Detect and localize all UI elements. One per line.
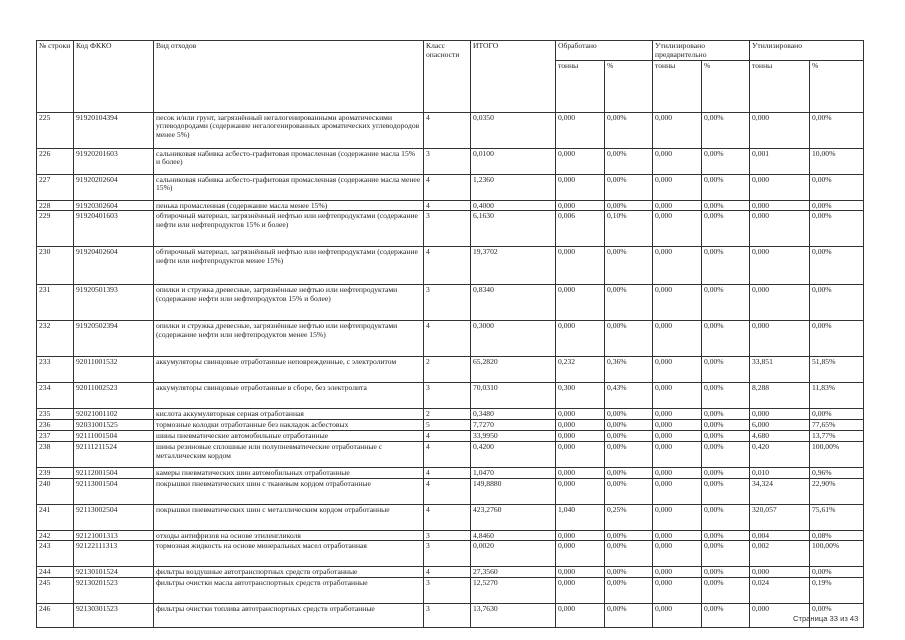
cell-processed-pct: 0,00% [605, 112, 653, 148]
table-row [37, 604, 864, 628]
cell-util-pre-tons: 0,000 [653, 430, 702, 441]
cell-processed-pct: 0,00% [605, 174, 653, 200]
cell-processed-pct: 0,00% [605, 420, 653, 431]
cell-waste-type: песок и/или грунт, загрязнённый негалогенированными ароматическими углеводородами (содержание негалогенированных ароматических углеводородов менее 5%) [154, 112, 424, 148]
cell-total: 0,4000 [471, 200, 556, 211]
cell-util-pre-tons: 0,000 [653, 357, 702, 383]
cell-util-pre-tons: 0,000 [653, 604, 702, 628]
cell-processed-tons: 0,000 [556, 578, 605, 604]
cell-row-number: 228 [37, 200, 74, 211]
cell-hazard-class: 3 [424, 211, 471, 247]
cell-processed-tons: 0,000 [556, 285, 605, 321]
cell-util-pct: 75,61% [810, 504, 864, 530]
table-row [37, 357, 864, 383]
cell-waste-type: фильтры очистки масла автотранспортных средств отработанные [154, 578, 424, 604]
cell-hazard-class: 3 [424, 541, 471, 567]
cell-util-pct: 0,00% [810, 604, 864, 628]
cell-processed-pct: 0,00% [605, 441, 653, 467]
cell-util-tons: 0,024 [750, 578, 810, 604]
cell-util-pct: 0,00% [810, 247, 864, 285]
cell-waste-type: покрышки пневматических шин с металлическим кордом отработанные [154, 504, 424, 530]
cell-row-number: 235 [37, 409, 74, 420]
cell-hazard-class: 4 [424, 174, 471, 200]
cell-row-number: 231 [37, 285, 74, 321]
cell-waste-type: сальниковая набивка асбесто-графитовая промасленная (содержание масла менее 15%) [154, 174, 424, 200]
page-number: Страница 33 из 43 [793, 614, 859, 623]
cell-total: 65,2820 [471, 357, 556, 383]
cell-util-tons: 8,288 [750, 383, 810, 409]
cell-fkko-code: 91920202604 [74, 174, 154, 200]
cell-hazard-class: 2 [424, 357, 471, 383]
cell-total: 0,4200 [471, 441, 556, 467]
cell-row-number: 234 [37, 383, 74, 409]
cell-util-pct: 0,00% [810, 321, 864, 357]
cell-processed-pct: 0,00% [605, 409, 653, 420]
table-row [37, 530, 864, 541]
cell-util-pre-tons: 0,000 [653, 567, 702, 578]
cell-util-pct: 0,00% [810, 200, 864, 211]
cell-processed-pct: 0,43% [605, 383, 653, 409]
cell-row-number: 238 [37, 441, 74, 467]
cell-util-pre-tons: 0,000 [653, 200, 702, 211]
cell-fkko-code: 92113001504 [74, 478, 154, 504]
header-processed-pct: % [605, 60, 653, 112]
cell-util-pct: 77,65% [810, 420, 864, 431]
cell-total: 149,8880 [471, 478, 556, 504]
cell-fkko-code: 92011002523 [74, 383, 154, 409]
cell-util-tons: 6,000 [750, 420, 810, 431]
table-row [37, 200, 864, 211]
cell-processed-tons: 0,000 [556, 567, 605, 578]
cell-fkko-code: 91920502394 [74, 321, 154, 357]
cell-hazard-class: 4 [424, 112, 471, 148]
cell-util-tons: 0,002 [750, 541, 810, 567]
cell-util-pre-tons: 0,000 [653, 321, 702, 357]
cell-waste-type: камеры пневматических шин автомобильных отработанные [154, 467, 424, 478]
cell-util-pre-pct: 0,00% [702, 383, 750, 409]
cell-util-pre-tons: 0,000 [653, 211, 702, 247]
cell-waste-type: шины резиновые сплошные или полупневматические отработанные с металлическим кордом [154, 441, 424, 467]
cell-fkko-code: 92113002504 [74, 504, 154, 530]
cell-util-pre-tons: 0,000 [653, 441, 702, 467]
table-body [37, 112, 864, 628]
cell-row-number: 245 [37, 578, 74, 604]
cell-fkko-code: 92111001504 [74, 430, 154, 441]
cell-total: 27,3560 [471, 567, 556, 578]
cell-hazard-class: 3 [424, 383, 471, 409]
cell-total: 0,3000 [471, 321, 556, 357]
cell-util-pre-pct: 0,00% [702, 247, 750, 285]
cell-row-number: 233 [37, 357, 74, 383]
cell-hazard-class: 4 [424, 567, 471, 578]
cell-fkko-code: 92011001532 [74, 357, 154, 383]
cell-processed-pct: 0,25% [605, 504, 653, 530]
cell-hazard-class: 4 [424, 441, 471, 467]
cell-hazard-class: 4 [424, 321, 471, 357]
cell-util-pre-pct: 0,00% [702, 441, 750, 467]
cell-fkko-code: 91920501393 [74, 285, 154, 321]
cell-waste-type: фильтры воздушные автотранспортных средств отработанные [154, 567, 424, 578]
cell-processed-tons: 0,000 [556, 441, 605, 467]
cell-processed-pct: 0,00% [605, 567, 653, 578]
cell-waste-type: тормозная жидкость на основе минеральных масел отработанная [154, 541, 424, 567]
cell-util-pre-pct: 0,00% [702, 357, 750, 383]
cell-row-number: 227 [37, 174, 74, 200]
cell-util-pre-tons: 0,000 [653, 247, 702, 285]
cell-hazard-class: 3 [424, 604, 471, 628]
cell-util-pre-pct: 0,00% [702, 200, 750, 211]
header-util-pre-pct: % [702, 60, 750, 112]
cell-fkko-code: 92130201523 [74, 578, 154, 604]
cell-util-pre-pct: 0,00% [702, 467, 750, 478]
cell-fkko-code: 92111211524 [74, 441, 154, 467]
header-utilized-preliminary: Утилизировано предварительно [653, 41, 750, 61]
table-row [37, 441, 864, 467]
cell-util-tons: 320,057 [750, 504, 810, 530]
cell-processed-pct: 0,00% [605, 604, 653, 628]
cell-util-pre-pct: 0,00% [702, 148, 750, 174]
cell-util-pre-tons: 0,000 [653, 148, 702, 174]
cell-processed-pct: 0,00% [605, 321, 653, 357]
cell-processed-tons: 0,000 [556, 467, 605, 478]
cell-processed-pct: 0,00% [605, 478, 653, 504]
header-waste-type: Вид отходов [154, 41, 424, 113]
header-total: ИТОГО [471, 41, 556, 113]
cell-waste-type: обтирочный материал, загрязнённый нефтью или нефтепродуктами (содержание нефти или нефтепродуктов менее 15%) [154, 247, 424, 285]
cell-util-pre-pct: 0,00% [702, 578, 750, 604]
cell-total: 0,3480 [471, 409, 556, 420]
cell-util-pre-pct: 0,00% [702, 478, 750, 504]
cell-util-tons: 33,851 [750, 357, 810, 383]
cell-hazard-class: 4 [424, 467, 471, 478]
cell-hazard-class: 2 [424, 409, 471, 420]
cell-util-pct: 0,00% [810, 285, 864, 321]
cell-fkko-code: 92130301523 [74, 604, 154, 628]
cell-total: 19,3702 [471, 247, 556, 285]
cell-processed-tons: 0,000 [556, 200, 605, 211]
cell-util-pre-tons: 0,000 [653, 112, 702, 148]
cell-util-pre-tons: 0,000 [653, 530, 702, 541]
cell-util-pre-pct: 0,00% [702, 211, 750, 247]
cell-util-pct: 0,00% [810, 211, 864, 247]
cell-processed-pct: 0,36% [605, 357, 653, 383]
cell-waste-type: отходы антифризов на основе этиленгликоля [154, 530, 424, 541]
cell-util-pre-pct: 0,00% [702, 285, 750, 321]
cell-hazard-class: 3 [424, 530, 471, 541]
cell-row-number: 243 [37, 541, 74, 567]
cell-processed-tons: 0,000 [556, 420, 605, 431]
table-row [37, 112, 864, 148]
cell-row-number: 229 [37, 211, 74, 247]
cell-row-number: 226 [37, 148, 74, 174]
cell-util-tons: 0,000 [750, 211, 810, 247]
cell-util-pre-tons: 0,000 [653, 420, 702, 431]
cell-fkko-code: 92112001504 [74, 467, 154, 478]
cell-row-number: 237 [37, 430, 74, 441]
cell-processed-tons: 0,000 [556, 604, 605, 628]
cell-processed-tons: 0,000 [556, 409, 605, 420]
cell-util-pre-tons: 0,000 [653, 578, 702, 604]
cell-util-tons: 0,420 [750, 441, 810, 467]
cell-total: 0,0350 [471, 112, 556, 148]
cell-util-pre-tons: 0,000 [653, 409, 702, 420]
cell-fkko-code: 91920302604 [74, 200, 154, 211]
table-row [37, 148, 864, 174]
cell-util-tons: 0,000 [750, 247, 810, 285]
cell-total: 0,8340 [471, 285, 556, 321]
cell-processed-pct: 0,00% [605, 530, 653, 541]
cell-util-pct: 100,00% [810, 441, 864, 467]
cell-util-pre-pct: 0,00% [702, 541, 750, 567]
cell-processed-tons: 0,000 [556, 148, 605, 174]
table-row [37, 285, 864, 321]
table-row [37, 578, 864, 604]
cell-util-pct: 13,77% [810, 430, 864, 441]
cell-util-pre-tons: 0,000 [653, 478, 702, 504]
table-row [37, 383, 864, 409]
table-row [37, 420, 864, 431]
cell-util-pct: 11,83% [810, 383, 864, 409]
cell-util-pct: 0,00% [810, 409, 864, 420]
cell-processed-pct: 0,10% [605, 211, 653, 247]
header-util-tons: тонны [750, 60, 810, 112]
cell-fkko-code: 91920104394 [74, 112, 154, 148]
cell-processed-pct: 0,00% [605, 578, 653, 604]
cell-util-tons: 0,000 [750, 285, 810, 321]
cell-util-tons: 0,000 [750, 604, 810, 628]
table-row [37, 467, 864, 478]
cell-util-pct: 100,00% [810, 541, 864, 567]
cell-util-tons: 4,680 [750, 430, 810, 441]
cell-hazard-class: 4 [424, 200, 471, 211]
cell-row-number: 242 [37, 530, 74, 541]
cell-util-pre-tons: 0,000 [653, 541, 702, 567]
cell-util-pre-pct: 0,00% [702, 430, 750, 441]
cell-util-pct: 22,90% [810, 478, 864, 504]
cell-hazard-class: 4 [424, 504, 471, 530]
cell-waste-type: покрышки пневматических шин с тканевым кордом отработанные [154, 478, 424, 504]
cell-total: 13,7630 [471, 604, 556, 628]
cell-total: 6,1630 [471, 211, 556, 247]
cell-row-number: 225 [37, 112, 74, 148]
cell-total: 423,2760 [471, 504, 556, 530]
cell-waste-type: обтирочный материал, загрязнённый нефтью или нефтепродуктами (содержание нефти или нефтепродуктов 15% и более) [154, 211, 424, 247]
cell-processed-pct: 0,00% [605, 148, 653, 174]
table-row [37, 247, 864, 285]
cell-util-tons: 0,000 [750, 409, 810, 420]
cell-hazard-class: 3 [424, 578, 471, 604]
cell-util-pre-pct: 0,00% [702, 112, 750, 148]
cell-fkko-code: 91920402604 [74, 247, 154, 285]
cell-processed-pct: 0,00% [605, 247, 653, 285]
cell-processed-pct: 0,00% [605, 541, 653, 567]
cell-row-number: 246 [37, 604, 74, 628]
cell-processed-tons: 0,232 [556, 357, 605, 383]
cell-total: 0,0100 [471, 148, 556, 174]
header-util-pct: % [810, 60, 864, 112]
cell-util-pre-pct: 0,00% [702, 567, 750, 578]
header-util-pre-tons: тонны [653, 60, 702, 112]
cell-waste-type: фильтры очистки топлива автотранспортных средств отработанные [154, 604, 424, 628]
cell-total: 70,0310 [471, 383, 556, 409]
table-row [37, 567, 864, 578]
cell-processed-pct: 0,00% [605, 285, 653, 321]
cell-util-pre-pct: 0,00% [702, 409, 750, 420]
cell-row-number: 239 [37, 467, 74, 478]
cell-util-pct: 0,19% [810, 578, 864, 604]
cell-hazard-class: 3 [424, 285, 471, 321]
table-row [37, 321, 864, 357]
cell-fkko-code: 91920401603 [74, 211, 154, 247]
cell-util-tons: 0,000 [750, 112, 810, 148]
cell-fkko-code: 92021001102 [74, 409, 154, 420]
cell-processed-pct: 0,00% [605, 200, 653, 211]
cell-waste-type: опилки и стружка древесные, загрязнённые нефтью или нефтепродуктами (содержание нефти или нефтепродуктов 15% и более) [154, 285, 424, 321]
cell-util-pct: 0,00% [810, 567, 864, 578]
cell-util-tons: 34,324 [750, 478, 810, 504]
cell-processed-tons: 0,000 [556, 112, 605, 148]
cell-row-number: 240 [37, 478, 74, 504]
cell-hazard-class: 4 [424, 430, 471, 441]
cell-total: 0,0020 [471, 541, 556, 567]
cell-util-pct: 51,85% [810, 357, 864, 383]
cell-row-number: 236 [37, 420, 74, 431]
header-row-number: № строки [37, 41, 74, 113]
cell-waste-type: пенька промасленная (содержание масла менее 15%) [154, 200, 424, 211]
cell-util-pct: 0,00% [810, 174, 864, 200]
cell-processed-tons: 0,000 [556, 530, 605, 541]
cell-util-pct: 0,08% [810, 530, 864, 541]
table-row [37, 504, 864, 530]
cell-util-pct: 0,96% [810, 467, 864, 478]
cell-util-pre-tons: 0,000 [653, 383, 702, 409]
cell-fkko-code: 92031001525 [74, 420, 154, 431]
cell-processed-tons: 0,000 [556, 430, 605, 441]
cell-processed-tons: 1,040 [556, 504, 605, 530]
cell-total: 7,7270 [471, 420, 556, 431]
cell-total: 12,5270 [471, 578, 556, 604]
cell-row-number: 241 [37, 504, 74, 530]
cell-hazard-class: 4 [424, 478, 471, 504]
cell-fkko-code: 91920201603 [74, 148, 154, 174]
table-row [37, 430, 864, 441]
header-processed: Обработано [556, 41, 653, 61]
cell-util-tons: 0,004 [750, 530, 810, 541]
cell-hazard-class: 4 [424, 247, 471, 285]
cell-processed-tons: 0,300 [556, 383, 605, 409]
cell-util-pre-pct: 0,00% [702, 530, 750, 541]
cell-row-number: 230 [37, 247, 74, 285]
cell-waste-type: тормозные колодки отработанные без накладок асбестовых [154, 420, 424, 431]
table-row [37, 174, 864, 200]
header-fkko-code: Код ФККО [74, 41, 154, 113]
cell-util-pre-pct: 0,00% [702, 504, 750, 530]
cell-util-pre-pct: 0,00% [702, 420, 750, 431]
cell-util-pre-tons: 0,000 [653, 285, 702, 321]
cell-waste-type: аккумуляторы свинцовые отработанные в сборе, без электролита [154, 383, 424, 409]
cell-waste-type: сальниковая набивка асбесто-графитовая промасленная (содержание масла 15% и более) [154, 148, 424, 174]
cell-util-pre-tons: 0,000 [653, 504, 702, 530]
cell-util-pre-pct: 0,00% [702, 174, 750, 200]
cell-fkko-code: 92130101524 [74, 567, 154, 578]
cell-processed-tons: 0,000 [556, 174, 605, 200]
cell-row-number: 232 [37, 321, 74, 357]
cell-fkko-code: 92122111313 [74, 541, 154, 567]
cell-util-pre-pct: 0,00% [702, 321, 750, 357]
cell-processed-tons: 0,000 [556, 478, 605, 504]
cell-total: 33,9950 [471, 430, 556, 441]
cell-row-number: 244 [37, 567, 74, 578]
cell-util-pre-tons: 0,000 [653, 467, 702, 478]
cell-processed-tons: 0,006 [556, 211, 605, 247]
cell-util-pre-tons: 0,000 [653, 174, 702, 200]
table-row [37, 541, 864, 567]
table-row [37, 478, 864, 504]
cell-util-pre-pct: 0,00% [702, 604, 750, 628]
cell-util-tons: 0,000 [750, 200, 810, 211]
cell-waste-type: шины пневматические автомобильные отработанные [154, 430, 424, 441]
cell-waste-type: опилки и стружка древесные, загрязнённые нефтью или нефтепродуктами (содержание нефти или нефтепродуктов менее 15%) [154, 321, 424, 357]
cell-processed-tons: 0,000 [556, 247, 605, 285]
waste-table [36, 40, 864, 628]
cell-util-tons: 0,000 [750, 321, 810, 357]
table-row [37, 409, 864, 420]
cell-total: 1,0470 [471, 467, 556, 478]
cell-processed-pct: 0,00% [605, 467, 653, 478]
cell-hazard-class: 3 [424, 148, 471, 174]
header-processed-tons: тонны [556, 60, 605, 112]
cell-waste-type: кислота аккумуляторная серная отработанная [154, 409, 424, 420]
cell-total: 4,8460 [471, 530, 556, 541]
cell-util-tons: 0,000 [750, 567, 810, 578]
cell-util-tons: 0,000 [750, 174, 810, 200]
header-utilized: Утилизировано [750, 41, 864, 61]
cell-processed-pct: 0,00% [605, 430, 653, 441]
cell-fkko-code: 92121001313 [74, 530, 154, 541]
cell-processed-tons: 0,000 [556, 321, 605, 357]
cell-util-tons: 0,010 [750, 467, 810, 478]
table-row [37, 211, 864, 247]
cell-total: 1,2360 [471, 174, 556, 200]
cell-hazard-class: 5 [424, 420, 471, 431]
cell-util-tons: 0,001 [750, 148, 810, 174]
cell-processed-tons: 0,000 [556, 541, 605, 567]
cell-waste-type: аккумуляторы свинцовые отработанные неповрежденные, с электролитом [154, 357, 424, 383]
header-hazard-class: Класс опасности [424, 41, 471, 113]
cell-util-pct: 0,00% [810, 112, 864, 148]
cell-util-pct: 10,00% [810, 148, 864, 174]
